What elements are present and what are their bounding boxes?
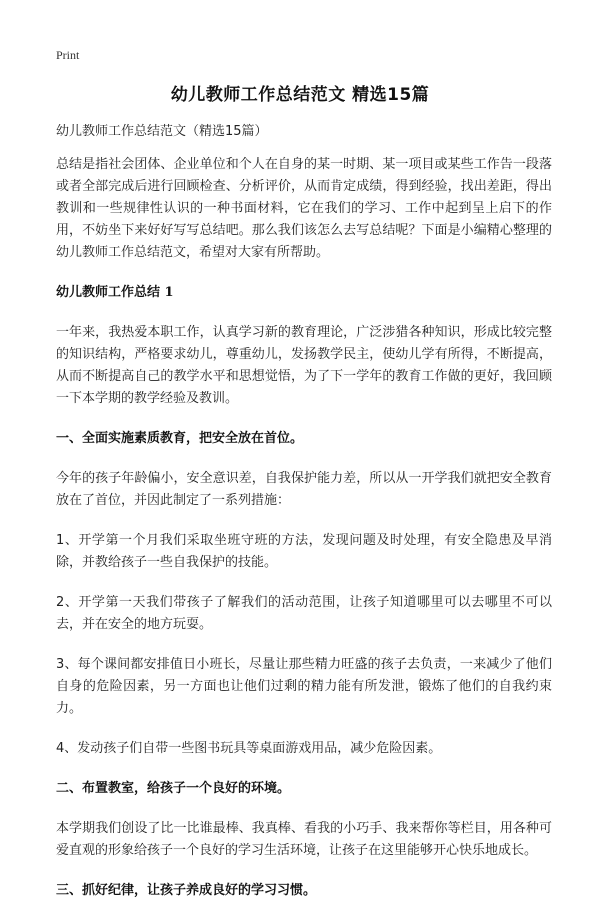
intro-paragraph: 总结是指社会团体、企业单位和个人在自身的某一时期、某一项目或某些工作告一段落或者全部完成后进行回顾检查、分析评价，从而肯定成绩，得到经验，找出差距，得出教训和一些规律性认识的一种书面材料，它在我们的学习、工作中起到呈上启下的作用，不妨坐下来好好写写总结吧。那么我们该怎么去写总结呢？下面是小编精心整理的幼儿教师工作总结范文，希望对大家有所帮助。 (56, 157, 552, 260)
article-body (56, 121, 552, 920)
part1-item-1: 1、开学第一个月我们采取坐班守班的方法，发现问题及时处理，有安全隐患及早消除，并教给孩子一些自我保护的技能。 (56, 533, 552, 570)
section-intro-paragraph: 一年来，我热爱本职工作，认真学习新的教育理论，广泛涉猎各种知识，形成比较完整的知识结构，严格要求幼儿，尊重幼儿，发扬教学民主，使幼儿学有所得，不断提高，从而不断提高自己的教学水平和思想觉悟，为了下一学年的教育工作做的更好，我回顾一下本学期的教学经验及教训。 (56, 325, 552, 406)
article-subtitle: 幼儿教师工作总结范文（精选15篇） (56, 124, 268, 139)
section-heading: 幼儿教师工作总结 1 (56, 285, 174, 300)
part3-heading: 三、抓好纪律，让孩子养成良好的学习习惯。 (56, 883, 317, 898)
part1-item-2: 2、开学第一天我们带孩子了解我们的活动范围，让孩子知道哪里可以去哪里不可以去，并在安全的地方玩耍。 (56, 595, 552, 632)
part2-paragraph: 本学期我们创设了比一比谁最棒、我真棒、看我的小巧手、我来帮你等栏目，用各种可爱直观的形象给孩子一个良好的学习生活环境，让孩子在这里能够开心快乐地成长。 (56, 821, 552, 858)
part1-lead-paragraph: 今年的孩子年龄偏小，安全意识差，自我保护能力差，所以从一开学我们就把安全教育放在了首位，并因此制定了一系列措施： (56, 471, 552, 508)
part1-item-3: 3、每个课间都安排值日小班长，尽量让那些精力旺盛的孩子去负责，一来减少了他们自身的危险因素，另一方面也让他们过剩的精力能有所发泄，锻炼了他们的自我约束力。 (56, 657, 552, 716)
part2-heading: 二、布置教室，给孩子一个良好的环境。 (56, 781, 291, 796)
part1-item-4: 4、发动孩子们自带一些图书玩具等桌面游戏用品，减少危险因素。 (56, 741, 442, 756)
page-title: 幼儿教师工作总结范文 精选15篇 (170, 85, 430, 105)
print-label[interactable]: Print (56, 48, 80, 62)
part1-heading: 一、全面实施素质教育，把安全放在首位。 (56, 431, 304, 446)
